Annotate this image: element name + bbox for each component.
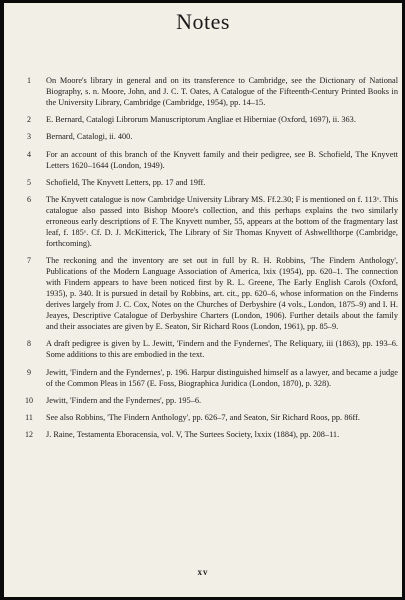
notes-list: [18, 75, 398, 446]
note-text: Schofield, The Knyvett Letters, pp. 17 and 19ff.: [46, 177, 206, 187]
note-number: 11: [25, 412, 33, 422]
note-text: Bernard, Catalogi, ii. 400.: [46, 132, 133, 142]
note-number: 4: [27, 149, 31, 159]
note-text: The Knyvett catalogue is now Cambridge University Library MS. Ff.2.30; F is mentioned on f. 113ᵛ. This catalogue also passed into Bishop Moore's collection, and this perhaps explains the two similarly erroneous early descriptions of F. The Knyvett number, 55, appears at the bottom of the fragmentary last leaf, f. 185ᵛ. Cf. D. J. McKitterick, The Library of Sir Thomas Knyvett of Ashwellthorpe (Cambridge, forthcoming).: [46, 194, 398, 248]
note-number: 3: [27, 132, 31, 142]
note-number: 5: [27, 177, 31, 187]
note-text: For an account of this branch of the Knyvett family and their pedigree, see B. Schofield, The Knyvett Letters 1620–1644 (London, 1949).: [46, 149, 398, 170]
note-text: On Moore's library in general and on its transference to Cambridge, see the Dictionary of National Biography, s. n. Moore, John, and J. C. T. Oates, A Catalogue of the Fifteenth-Century Printed Books in the University Library, Cambridge (Cambridge, 1954), pp. 14–15.: [46, 76, 398, 107]
page-number: xv: [197, 567, 209, 577]
note-item: [18, 114, 398, 125]
note-text: J. Raine, Testamenta Eboracensia, vol. V, The Surtees Society, lxxix (1884), pp. 208–11.: [46, 430, 340, 440]
note-text: A draft pedigree is given by L. Jewitt, 'Findern and the Fyndernes', The Reliquary, iii (1863), pp. 193–6. Some additions to this are embodied in the text.: [46, 339, 398, 360]
note-item: [18, 177, 398, 188]
note-item: [18, 429, 398, 440]
note-item: [18, 149, 398, 171]
note-number: 8: [27, 339, 31, 349]
note-number: 1: [27, 76, 31, 85]
note-item: [18, 395, 398, 406]
note-item: [18, 367, 398, 389]
note-number: 12: [25, 430, 33, 440]
note-item: [18, 338, 398, 360]
note-item: [18, 194, 398, 249]
note-text: See also Robbins, 'The Findern Anthology', pp. 626–7, and Seaton, Sir Richard Roos, pp. 86ff.: [46, 412, 360, 422]
page-title: Notes: [176, 9, 230, 34]
note-text: Jewitt, 'Findern and the Fyndernes', p. 196. Harpur distinguished himself as a lawyer, and became a judge of the Common Pleas in 1567 (E. Foss, Biographica Juridica (London, 1870), p. 328).: [46, 367, 398, 388]
note-item: [18, 412, 398, 423]
note-number: 2: [27, 115, 31, 125]
note-number: 9: [27, 367, 31, 377]
note-item: [18, 131, 398, 142]
note-text: The reckoning and the inventory are set out in full by R. H. Robbins, 'The Findern Anthology', Publications of the Modern Language Association of America, lxix (1954), pp. 620–1. The connection with Findern appears to have been noticed first by R. L. Greene, The Early English Carols (Oxford, 1935), p. 340. It is pursued in detail by Robbins, art. cit., pp. 620–6, whose information on the Finderns derives largely from J. C. Cox, Notes on the Churches of Derbyshire (4 vols., London, 1875–9) and I. H. Jeayes, Descriptive Catalogue of Derbyshire Charters (London, 1906). Further details about the family and their associates are given by E. Seaton, Sir Richard Roos (London, 1961), pp. 85–9.: [46, 256, 398, 332]
note-text: Jewitt, 'Findern and the Fyndernes', pp. 195–6.: [46, 395, 202, 405]
note-text: E. Bernard, Catalogi Librorum Manuscriptorum Angliae et Hiberniae (Oxford, 1697), ii. 363.: [46, 115, 356, 125]
note-item: [18, 255, 398, 332]
book-page: [4, 3, 402, 597]
note-number: 7: [27, 256, 31, 266]
note-number: 10: [25, 395, 33, 405]
note-item: [18, 75, 398, 108]
note-number: 6: [27, 194, 31, 204]
